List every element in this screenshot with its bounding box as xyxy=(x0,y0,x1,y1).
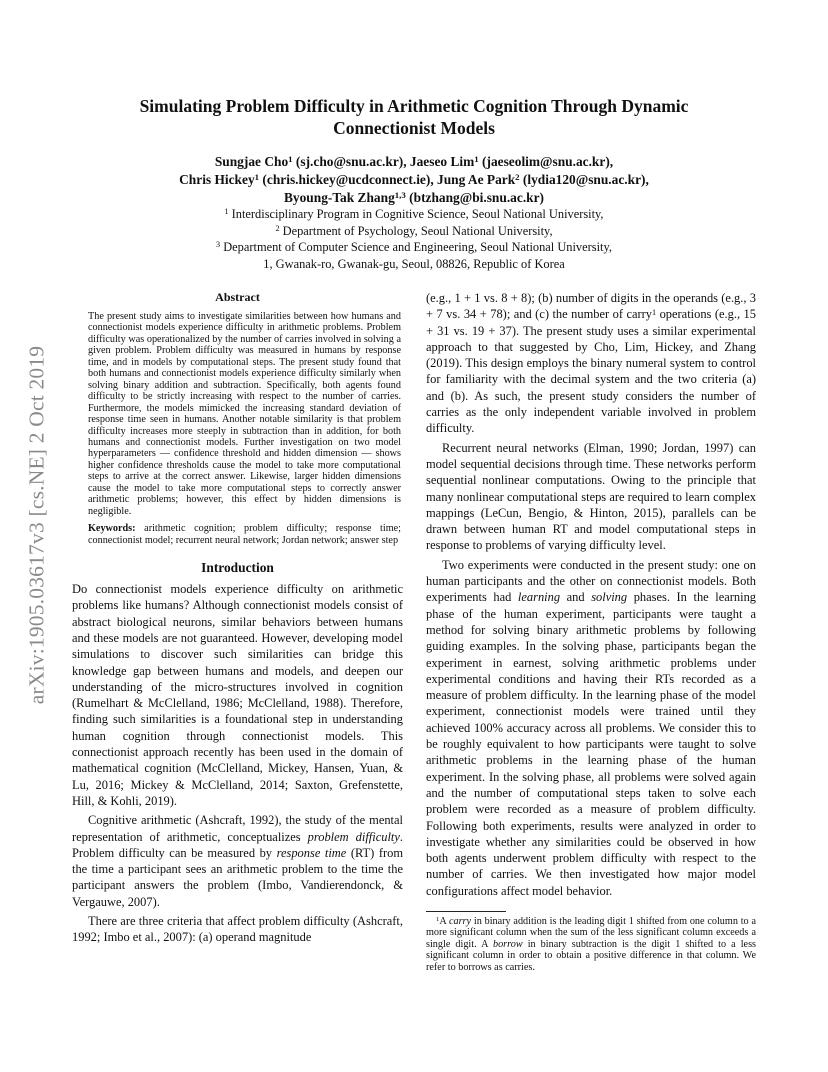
arxiv-sidebar xyxy=(22,290,52,760)
paper-title: Simulating Problem Difficulty in Arithmetic Cognition Through Dynamic Connectionist Models xyxy=(139,96,689,138)
affiliation-line: $^2$ Department of Psychology, Seoul National University, xyxy=(275,223,553,238)
body-paragraph: (e.g., 1 + 1 vs. 8 + 8); (b) number of digits in the operands (e.g., 3 + 7 vs. 34 + 78); and (c) the number of carry$^1$ operations (e.g., 15 + 31 vs. 19 + 37). The present study uses a similar experimental approach to that suggested by Cho, Lim, Hickey, and Zhang (2019). This design employs the binary numeral system to control for familiarity with the decimal system and the two criteria (a) and (b). As such, the present study considers the number of carries as the only independent variable involved in problem difficulty. xyxy=(426,291,756,436)
left-column xyxy=(72,290,403,946)
body-paragraph: Two experiments were conducted in the present study: one on human participants and the other on connectionist models. Both experiments had learning and solving phases. In the learning phase of the human experiment, participants were taught a method for solving binary arithmetic problems by following guiding examples. In the solving phase, participants began the experiment in earnest, solving arithmetic problems under experimental conditions and having their RTs recorded as a measure of problem difficulty. In the learning phase of the model experiment, connectionist models were trained until they achieved 100% accuracy across all problems. We consider this to be roughly equivalent to how participants were taught to solve arithmetic problems in the learning phase of the human experiment. In the solving phase, all problems were solved again and the number of computational steps taken to solve each problem were recorded as a measure of problem difficulty. Following both experiments, results were analyzed in order to investigate whether any similarities could be observed in how both agents underwent problem difficulty with respect to the number of carries. We then investigated how major model configurations affect model behavior. xyxy=(426,557,757,898)
body-paragraph: Cognitive arithmetic (Ashcraft, 1992), the study of the mental representation of arithmetic, conceptualizes problem difficulty. Problem difficulty can be measured by response time (RT) from the time a participant sees an arithmetic problem to the time the participant answers the problem (Imbo, Vandierendonck, & Vergauwe, 2007). xyxy=(72,813,403,909)
affiliation-line: 1, Gwanak-ro, Gwanak-gu, Seoul, 08826, Republic of Korea xyxy=(263,256,565,271)
affiliation-line: $^1$ Interdisciplinary Program in Cognitive Science, Seoul National University, xyxy=(224,207,604,221)
body-paragraph: Do connectionist models experience difficulty on arithmetic problems like humans? Although connectionist models consist of abstract biological neurons, similar behaviors between humans and these models are not guaranteed. However, developing model simulations to discover such similarities can bridge this knowledge gap between humans and models, and deepen our understanding of the micro-structures involved in cognition (Rumelhart & McClelland, 1986; McClelland, 1988). Therefore, finding such similarities is a foundational step in understanding human cognition through connectionist models. This connectionist approach recently has been used in the domain of mathematical cognition (McClelland, Mickey, Hansen, Yuan, & Lu, 2016; Mickey & McClelland, 2014; Saxton, Grefenstette, Hill, & Kohli, 2019). xyxy=(72,582,403,808)
abstract-body: The present study aims to investigate similarities between how humans and connectionist models experience difficulty in arithmetic problems. Problem difficulty was operationalized by the number of carries involved in solving a given problem. Problem difficulty was measured in humans by response time, and in models by computational steps. The present study found that both humans and connectionist models experience difficulty similarly when solving binary addition and subtraction. Specifically, both agents found difficulty to be strictly increasing with respect to the number of carries. Furthermore, the models mimicked the increasing standard deviation of response time seen in humans. Another notable similarity is that problem difficulty increases more steeply in subtraction than in addition, for both humans and connectionist models. Further investigation on two model hyperparameters — confidence threshold and hidden dimension — shows higher confidence thresholds cause the model to take more computational steps to arrive at the correct answer. Likewise, larger hidden dimensions cause the model to take more computational steps to correctly answer arithmetic problems; however, this effect by hidden dimensions is negligible. xyxy=(88,311,401,517)
author-line: Sungjae Cho$^1$ (sj.cho@snu.ac.kr), Jaeseo Lim$^1$ (jaeseolim@snu.ac.kr), xyxy=(214,154,614,169)
affiliation-list xyxy=(100,206,728,272)
right-column xyxy=(426,290,756,973)
abstract-heading: Abstract xyxy=(215,290,260,304)
author-list xyxy=(100,153,728,207)
introduction-heading: Introduction xyxy=(201,560,274,576)
keywords-text: arithmetic cognition; problem difficulty; response time; connectionist model; recurrent neural network; Jordan network; answer step xyxy=(88,523,401,546)
footnote-divider xyxy=(426,911,506,912)
body-paragraph: Recurrent neural networks (Elman, 1990; Jordan, 1997) can model sequential decisions through time. These networks perform sequential nonlinear computations. Owing to the principle that many nonlinear computational steps are required to learn complex mappings (LeCun, Bengio, & Hinton, 2015), parallels can be drawn between human RT and model computational steps in response to problems of varying difficulty level. xyxy=(426,440,756,553)
author-line: Byoung-Tak Zhang$^{1,3}$ (btzhang@bi.snu.ac.kr) xyxy=(283,190,545,205)
footnote: $^1$A carry in binary addition is the leading digit 1 shifted from one column to a more significant column when the sum of the less significant column exceeds a single digit. A borrow in binary subtraction is the digit 1 shifted to a less significant column in order to obtain a positive difference in that column. We refer to borrows as carries. xyxy=(426,915,756,973)
affiliation-line: $^3$ Department of Computer Science and Engineering, Seoul National University, xyxy=(216,240,612,254)
body-paragraph: There are three criteria that affect problem difficulty (Ashcraft, 1992; Imbo et al., 2007): (a) operand magnitude xyxy=(72,914,403,945)
author-line: Chris Hickey$^1$ (chris.hickey@ucdconnect.ie), Jung Ae Park$^2$ (lydia120@snu.ac.kr), xyxy=(179,172,649,187)
keywords xyxy=(88,523,401,546)
arxiv-identifier: arXiv:1905.03617v3 [cs.NE] 2 Oct 2019 xyxy=(24,345,49,705)
keywords-label: Keywords: xyxy=(88,523,136,535)
